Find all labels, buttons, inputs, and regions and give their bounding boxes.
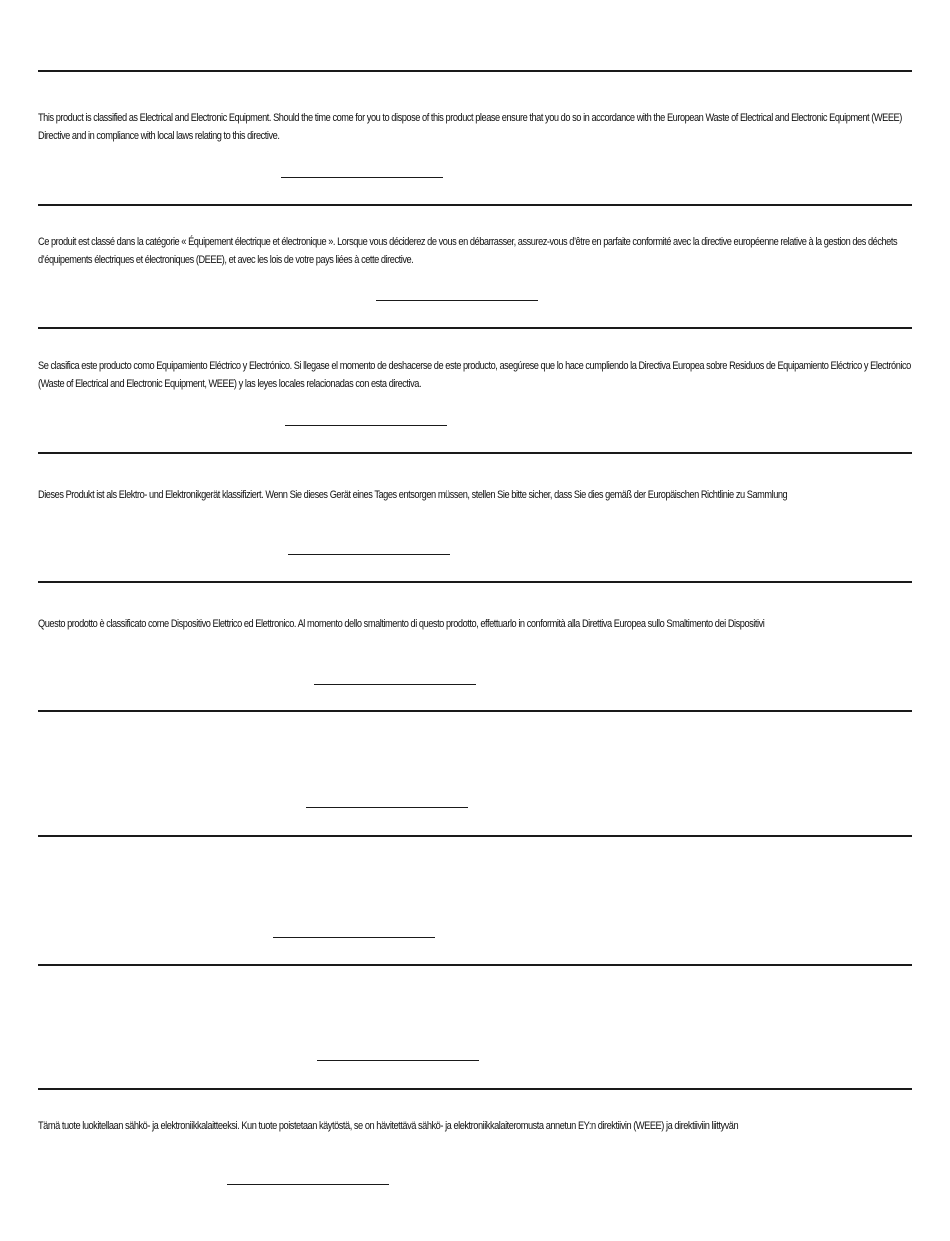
weee-text-german: Dieses Produkt ist als Elektro- und Elektronikgerät klassifiziert. Wenn Sie dieses Gerät eines Tages entsorgen müssen, stellen Sie bitte sicher, dass Sie dies gemäß der Europäischen Richtlinie zu Sammlung: [38, 489, 788, 501]
signature-line: [273, 937, 435, 938]
section-divider: [38, 327, 912, 329]
signature-line: [314, 684, 476, 685]
weee-text-finnish: Tämä tuote luokitellaan sähkö- ja elektroniikkalaitteeksi. Kun tuote poistetaan käytöstä, se on hävitettävä sähkö- ja elektroniikkalaiteromusta annetun EY:n direktiivin (WEEE) ja direktiiviin liittyvän: [38, 1120, 739, 1132]
section-divider: [38, 452, 912, 454]
section-divider: [38, 835, 912, 837]
weee-text-english: This product is classified as Electrical and Electronic Equipment. Should the time come for you to dispose of this product please ensure that you do so in accordance with the European Waste of Electrical and Electronic Equipment (WEEE) Directive and in compliance with local laws relating to this directive.: [38, 112, 902, 142]
signature-line: [281, 177, 443, 178]
section-divider: [38, 964, 912, 966]
weee-text-spanish: Se clasifica este producto como Equipamiento Eléctrico y Electrónico. Si llegase el momento de deshacerse de este producto, asegúrese que lo hace cumpliendo la Directiva Europea sobre Residuos de Equipamiento Eléctrico y Electrónico (Waste of Electrical and Electronic Equipment, WEEE) y las leyes locales relacionadas con esta directiva.: [38, 360, 911, 390]
signature-line: [317, 1060, 479, 1061]
section-divider: [38, 1088, 912, 1090]
section-divider: [38, 581, 912, 583]
weee-text-italian: Questo prodotto è classificato come Dispositivo Elettrico ed Elettronico. Al momento dello smaltimento di questo prodotto, effettuarlo in conformità alla Direttiva Europea sullo Smaltimento dei Dispositivi: [38, 618, 765, 630]
signature-line: [376, 300, 538, 301]
signature-line: [288, 554, 450, 555]
signature-line: [227, 1184, 389, 1185]
section-divider: [38, 204, 912, 206]
weee-text-french: Ce produit est classé dans la catégorie « Équipement électrique et électronique ». Lorsque vous déciderez de vous en débarrasser, assurez-vous d’être en parfaite conformité avec la directive européenne relative à la gestion des déchets d’équipements électriques et électroniques (DEEE), et avec les lois de votre pays liées à cette directive.: [38, 236, 898, 266]
section-divider: [38, 710, 912, 712]
section-divider: [38, 70, 912, 72]
signature-line: [306, 807, 468, 808]
signature-line: [285, 425, 447, 426]
